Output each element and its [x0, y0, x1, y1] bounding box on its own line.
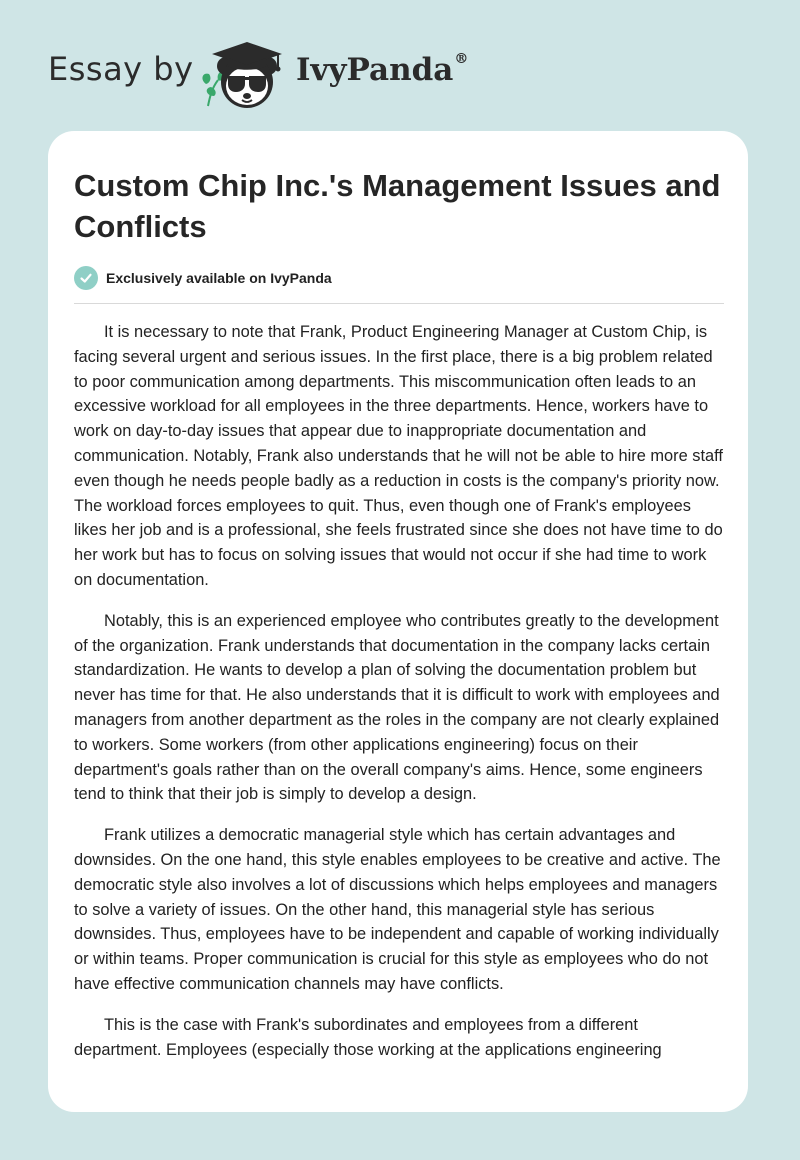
paragraph: Frank utilizes a democratic managerial style which has certain advantages and downsides. On the one hand, this style enables employees to be creative and active. The democratic style also involves a lot of discussions which helps employees and managers to solve a variety of issues. On the other hand, this managerial style has serious downsides. Thus, employees have to be independent and capable of working individually or within teams. Proper communication is crucial for this style as employees who do not have effective communication channels may have conflicts. [74, 826, 721, 993]
paragraph: It is necessary to note that Frank, Product Engineering Manager at Custom Chip, is facing several urgent and serious issues. In the first place, there is a big problem related to poor communication among departments. This miscommunication often leads to an excessive workload for all employees in the three departments. Hence, workers have to work on day-to-day issues that appear due to inappropriate documentation and communication. Notably, Frank also understands that he will not be able to hire more staff even though he needs people badly as a reduction in costs is the company's priority now. The workload forces employees to quit. Thus, even though one of Frank's employees likes her job and is a professional, she feels frustrated since she does not have time to do her work but has to focus on solving issues that would not occur if she had time to work on documentation. [74, 323, 723, 589]
exclusive-badge [74, 265, 332, 291]
paragraph: Notably, this is an experienced employee who contributes greatly to the development of the organization. Frank understands that documentation in the company lacks certain standardization. He wants to develop a plan of solving the documentation problem but never has time for that. He also understands that it is difficult to work with employees and managers from another department as the roles in the company are not clearly explained to workers. Some workers (from other applications engineering) focus on their department's goals rather than on the overall company's aims. Hence, some engineers tend to think that their job is simply to develop a design. [74, 611, 720, 804]
article-card [48, 131, 748, 1112]
brand-name[interactable] [296, 52, 468, 88]
essay-by-label: Essay by [48, 50, 194, 88]
divider [74, 303, 724, 304]
check-icon [74, 266, 98, 290]
article-title: Custom Chip Inc.'s Management Issues and Conflicts [74, 168, 721, 244]
registered-mark: ® [454, 50, 469, 67]
badge-label: Exclusively available on IvyPanda [106, 270, 332, 286]
article-body [74, 320, 726, 1078]
site-header [0, 0, 800, 130]
paragraph: This is the case with Frank's subordinates and employees from a different department. Employees (especially those working at the applications engineering [74, 1015, 662, 1059]
panda-graduate-icon[interactable] [198, 36, 294, 112]
brand-label: IvyPanda [296, 52, 454, 88]
